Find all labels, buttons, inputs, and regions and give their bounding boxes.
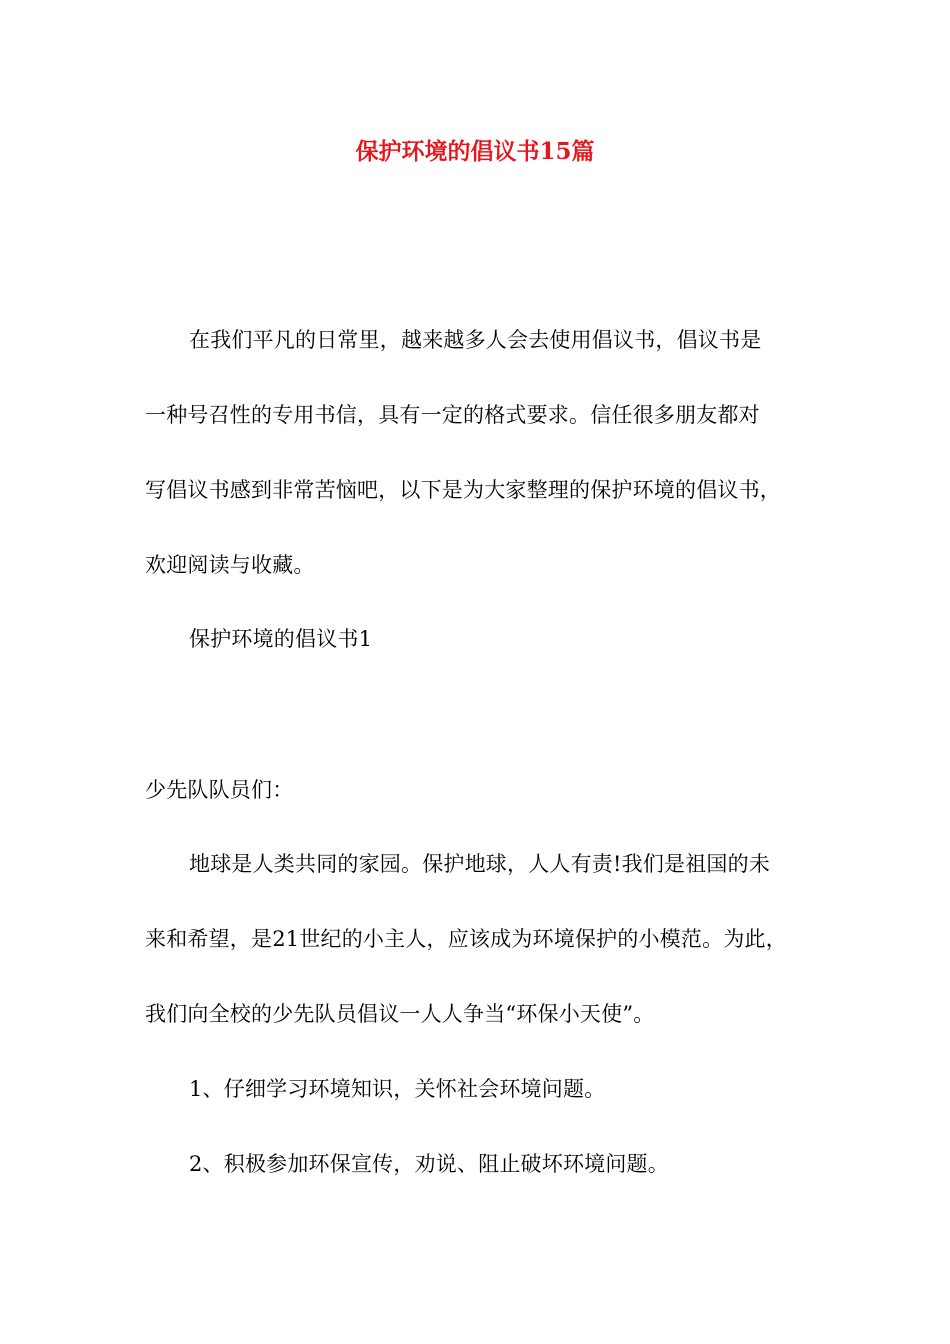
list-item: 1、仔细学习环境知识，关怀社会环境问题。	[189, 1077, 606, 1101]
list-item: 2、积极参加环保宣传，劝说、阻止破坏环境问题。	[189, 1152, 669, 1176]
document-title: 保护环境的倡议书15篇	[355, 138, 595, 165]
paragraph-line: 地球是人类共同的家园。保护地球，人人有责!我们是祖国的未	[189, 852, 771, 876]
paragraph-line: 来和希望，是21世纪的小主人，应该成为环境保护的小模范。为此，	[145, 927, 787, 951]
paragraph-line: 写倡议书感到非常苦恼吧，以下是为大家整理的保护环境的倡议书，	[145, 478, 781, 502]
section-heading: 保护环境的倡议书1	[189, 627, 373, 651]
paragraph-line: 我们向全校的少先队员倡议一人人争当“环保小天使”。	[145, 1002, 655, 1026]
paragraph-line: 在我们平凡的日常里，越来越多人会去使用倡议书，倡议书是	[189, 328, 762, 352]
salutation: 少先队队员们：	[145, 778, 294, 802]
paragraph-line: 一种号召性的专用书信，具有一定的格式要求。信任很多朋友都对	[145, 403, 760, 427]
paragraph-line: 欢迎阅读与收藏。	[145, 553, 315, 577]
